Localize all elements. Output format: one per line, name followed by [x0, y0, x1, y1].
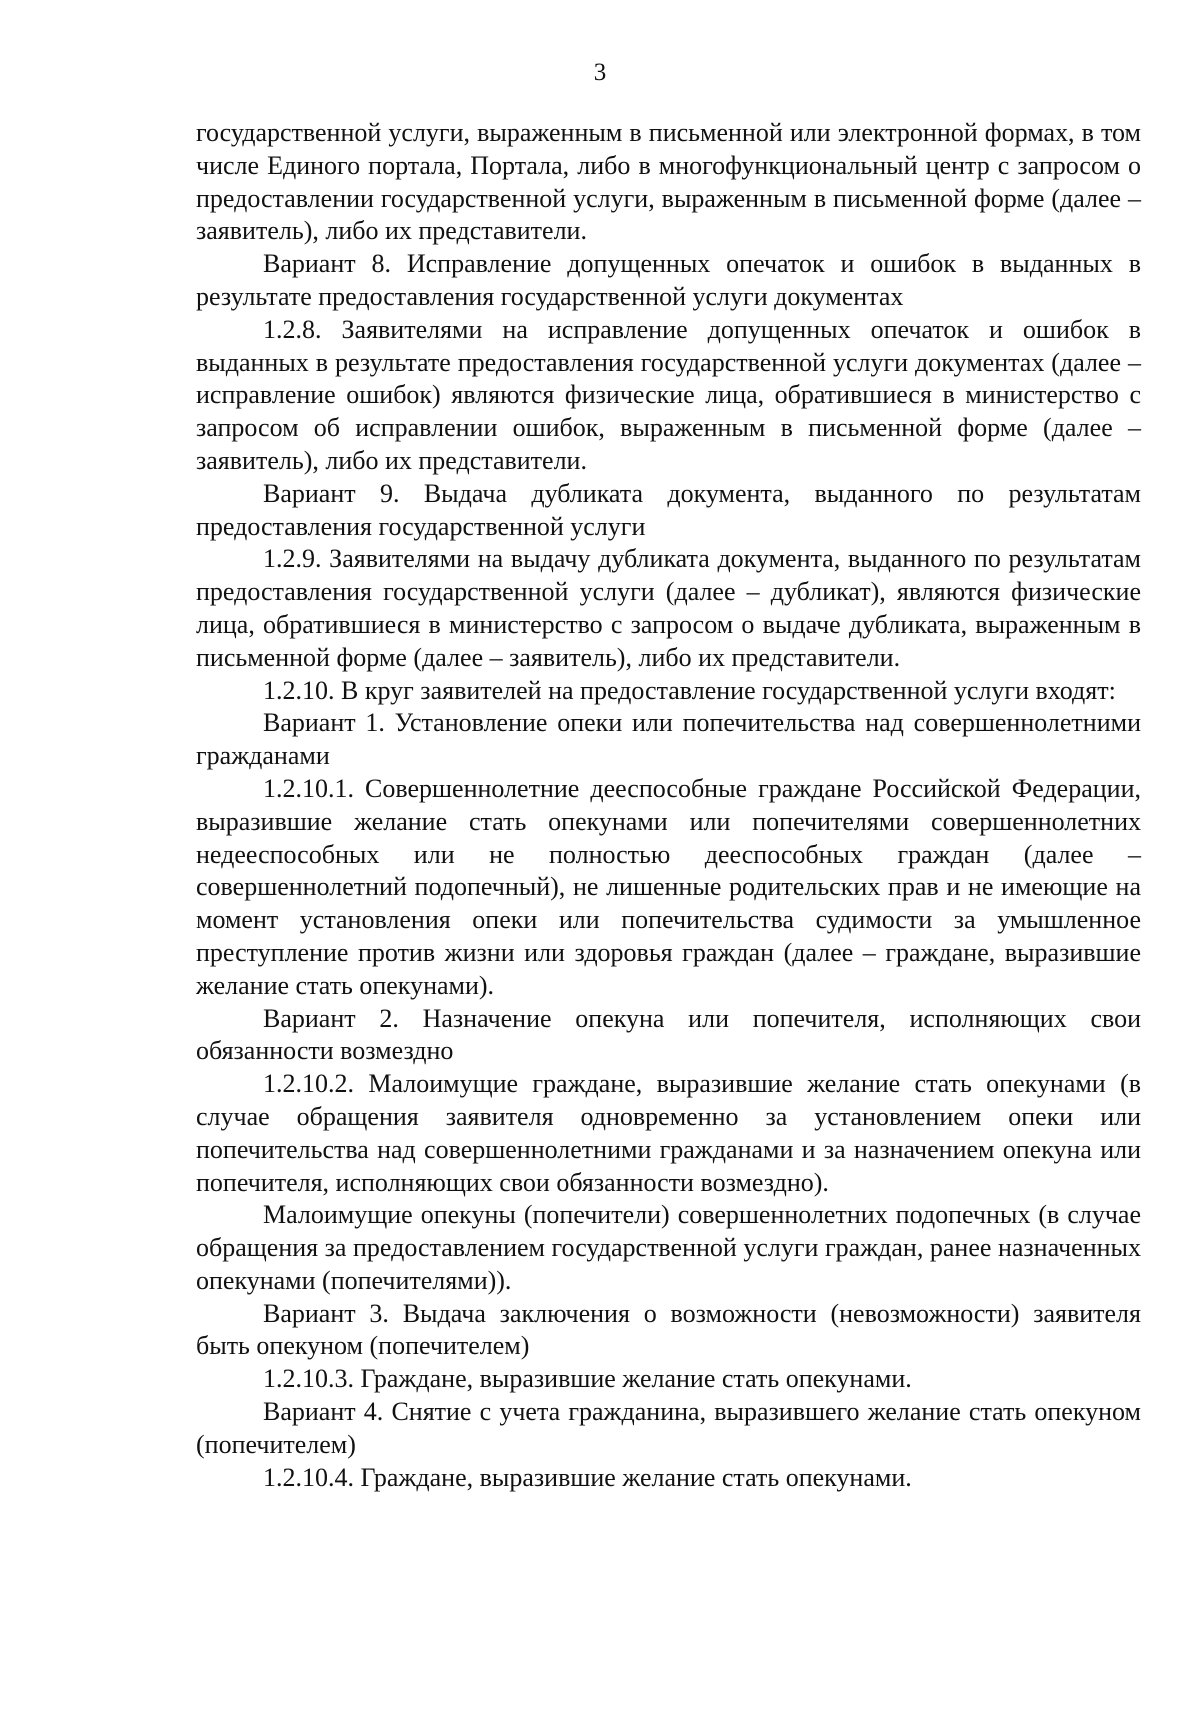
paragraph-variant-4-heading: Вариант 4. Снятие с учета гражданина, выразившего желание стать опекуном (попечителем)	[196, 1397, 1141, 1459]
paragraph-variant-3-heading: Вариант 3. Выдача заключения о возможности (невозможности) заявителя быть опекуном (попечителем)	[196, 1298, 1141, 1361]
paragraph-1-2-10: 1.2.10. В круг заявителей на предоставление государственной услуги входят:	[263, 675, 1116, 705]
paragraph-1-2-9: 1.2.9. Заявителями на выдачу дубликата документа, выданного по результатам предоставления государственной услуги (далее – дубликат), являются физические лица, обратившиеся в министерство с запросом о выдаче дубликата, выраженным в письменной форме (далее – заявитель), либо их представители.	[196, 544, 1141, 672]
page-number: 3	[593, 59, 607, 86]
paragraph-1-2-10-4: 1.2.10.4. Граждане, выразившие желание стать опекунами.	[263, 1462, 912, 1492]
paragraph-1-2-10-3: 1.2.10.3. Граждане, выразившие желание стать опекунами.	[263, 1364, 912, 1394]
paragraph-1-2-8: 1.2.8. Заявителями на исправление допущенных опечаток и ошибок в выданных в результате предоставления государственной услуги документах (далее – исправление ошибок) являются физические лица, обратившиеся в министерство с запросом об исправлении ошибок, выраженным в письменной форме (далее – заявитель), либо их представители.	[196, 314, 1141, 475]
document-body	[196, 117, 1141, 1494]
paragraph-variant-9-heading: Вариант 9. Выдача дубликата документа, выданного по результатам предоставления государственной услуги	[196, 478, 1141, 541]
paragraph-1-2-10-1: 1.2.10.1. Совершеннолетние дееспособные граждане Российской Федерации, выразившие желание стать опекунами или попечителями совершеннолетних недееспособных или не полностью дееспособных граждан (далее – совершеннолетний подопечный), не лишенные родительских прав и не имеющие на момент установления опеки или попечительства судимости за умышленное преступление против жизни или здоровья граждан (далее – граждане, выразившие желание стать опекунами).	[196, 773, 1141, 1000]
paragraph-1-2-10-2: 1.2.10.2. Малоимущие граждане, выразившие желание стать опекунами (в случае обращения заявителя одновременно за установлением опеки или попечительства над совершеннолетними гражданами и за назначением опекуна или попечителя, исполняющих свои обязанности возмездно).	[196, 1069, 1141, 1197]
paragraph-low-income-guardians: Малоимущие опекуны (попечители) совершеннолетних подопечных (в случае обращения за предоставлением государственной услуги граждан, ранее назначенных опекунами (попечителями)).	[196, 1200, 1141, 1295]
paragraph-variant-1-heading: Вариант 1. Установление опеки или попечительства над совершеннолетними гражданами	[196, 708, 1141, 771]
paragraph-applicants-continued: государственной услуги, выраженным в письменной или электронной формах, в том числе Единого портала, Портала, либо в многофункциональный центр с запросом о предоставлении государственной услуги, выраженным в письменной форме (далее – заявитель), либо их представители.	[196, 118, 1141, 246]
paragraph-variant-2-heading: Вариант 2. Назначение опекуна или попечителя, исполняющих свои обязанности возмездно	[196, 1003, 1141, 1066]
paragraph-variant-8-heading: Вариант 8. Исправление допущенных опечаток и ошибок в выданных в результате предоставления государственной услуги документах	[196, 249, 1141, 311]
